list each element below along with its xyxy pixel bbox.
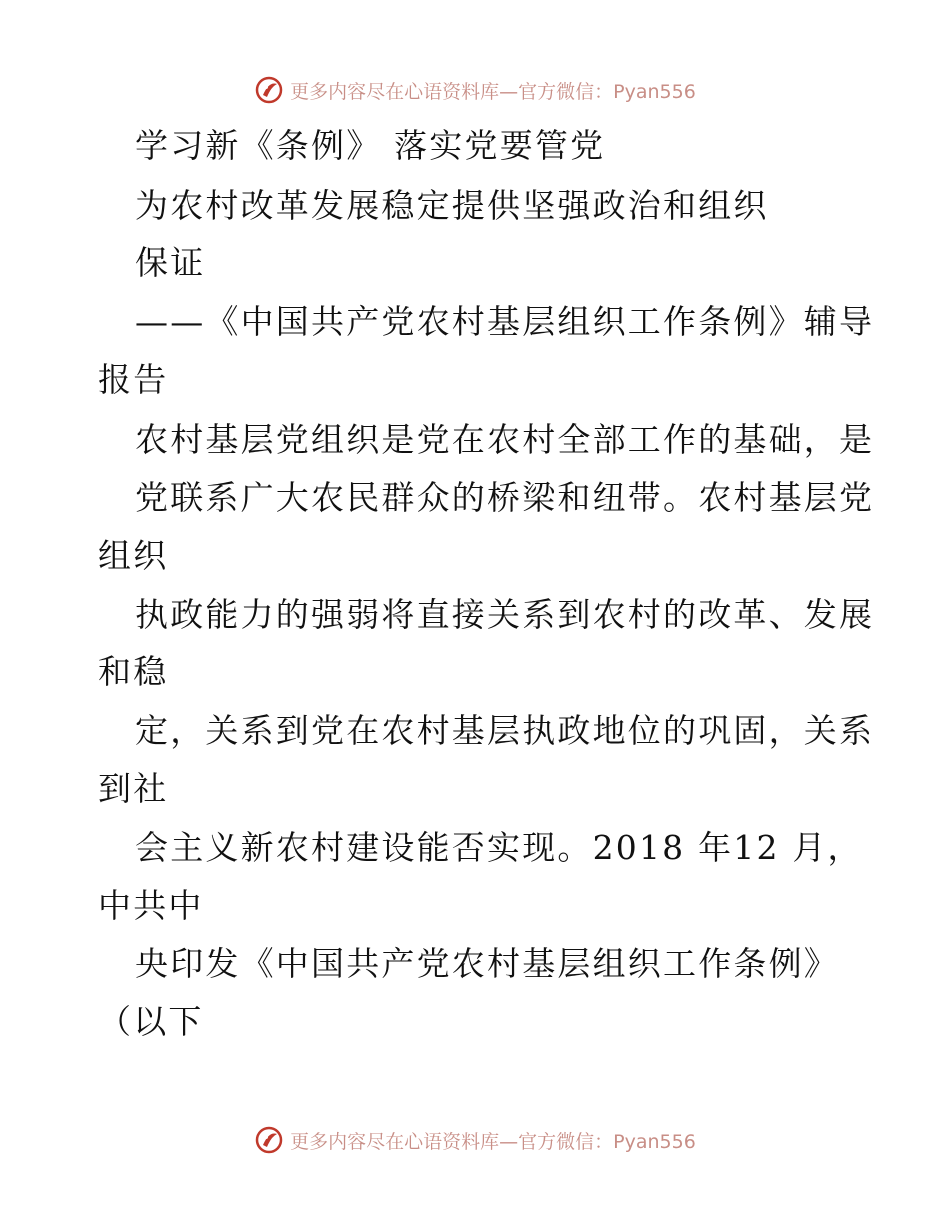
title-line-3: 保证 bbox=[135, 243, 206, 282]
body-line: 会主义新农村建设能否实现。2018 年12 月， bbox=[135, 828, 863, 867]
watermark-top bbox=[0, 70, 950, 110]
body-line: 农村基层党组织是党在农村全部工作的基础，是 bbox=[135, 420, 875, 459]
body-line: 到社 bbox=[98, 769, 169, 808]
watermark-text: 更多内容尽在心语资料库—官方微信：Pyan556 bbox=[290, 1130, 696, 1153]
body-line: 中共中 bbox=[98, 886, 204, 925]
body-line: 党联系广大农民群众的桥梁和纽带。农村基层党 bbox=[135, 478, 875, 517]
body-line: 组织 bbox=[98, 536, 169, 575]
body-line: 央印发《中国共产党农村基层组织工作条例》 bbox=[135, 944, 839, 983]
logo-icon bbox=[254, 75, 284, 105]
subtitle-line-1: ——《中国共产党农村基层组织工作条例》辅导 bbox=[135, 302, 875, 341]
title-line-2: 为农村改革发展稳定提供坚强政治和组织 bbox=[135, 186, 769, 225]
logo-icon bbox=[254, 1125, 284, 1155]
body-line: 执政能力的强弱将直接关系到农村的改革、发展 bbox=[135, 595, 875, 634]
body-line: 和稳 bbox=[98, 652, 169, 691]
watermark-text: 更多内容尽在心语资料库—官方微信：Pyan556 bbox=[290, 80, 696, 103]
title-line-1: 学习新《条例》 落实党要管党 bbox=[135, 126, 606, 165]
watermark-bottom bbox=[0, 1120, 950, 1160]
subtitle-line-2: 报告 bbox=[98, 360, 169, 399]
body-line: （以下 bbox=[98, 1002, 204, 1041]
body-line: 定，关系到党在农村基层执政地位的巩固，关系 bbox=[135, 711, 875, 750]
